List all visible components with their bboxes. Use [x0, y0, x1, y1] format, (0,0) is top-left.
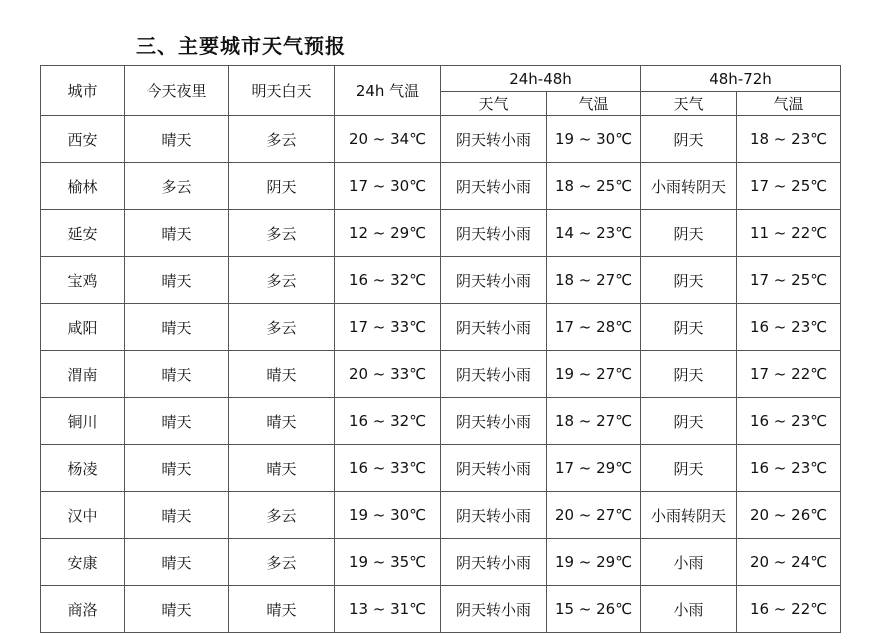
temp-24h-cell: 20 ~ 33℃ [335, 351, 441, 398]
temp-72h-cell: 16 ~ 23℃ [737, 304, 841, 351]
temp-72h-cell: 20 ~ 24℃ [737, 539, 841, 586]
tonight-cell: 晴天 [125, 539, 229, 586]
weather-72h-cell: 阴天 [641, 116, 737, 163]
table-row [41, 351, 841, 398]
weather-48h-cell: 阴天转小雨 [441, 445, 547, 492]
temp-48h-cell: 18 ~ 27℃ [547, 398, 641, 445]
weather-72h-cell: 阴天 [641, 351, 737, 398]
table-row [41, 586, 841, 633]
tonight-cell: 晴天 [125, 398, 229, 445]
weather-72h-cell: 小雨 [641, 586, 737, 633]
weather-48h-cell: 阴天转小雨 [441, 539, 547, 586]
city-cell: 汉中 [41, 492, 125, 539]
weather-72h-cell: 阴天 [641, 210, 737, 257]
table-body [41, 116, 841, 633]
table-row [41, 116, 841, 163]
temp-24h-cell: 19 ~ 30℃ [335, 492, 441, 539]
table-row [41, 257, 841, 304]
table-row [41, 492, 841, 539]
tonight-cell: 晴天 [125, 116, 229, 163]
city-cell: 杨凌 [41, 445, 125, 492]
weather-48h-cell: 阴天转小雨 [441, 257, 547, 304]
tonight-cell: 晴天 [125, 351, 229, 398]
tomorrow-day-cell: 阴天 [229, 163, 335, 210]
temp-72h-cell: 16 ~ 22℃ [737, 586, 841, 633]
header-tonight: 今天夜里 [125, 66, 229, 116]
table-row [41, 210, 841, 257]
temp-72h-cell: 11 ~ 22℃ [737, 210, 841, 257]
tomorrow-day-cell: 多云 [229, 492, 335, 539]
weather-72h-cell: 阴天 [641, 445, 737, 492]
temp-24h-cell: 16 ~ 32℃ [335, 257, 441, 304]
tomorrow-day-cell: 晴天 [229, 445, 335, 492]
table-row [41, 398, 841, 445]
table-row [41, 539, 841, 586]
tonight-cell: 晴天 [125, 210, 229, 257]
weather-72h-cell: 小雨转阴天 [641, 492, 737, 539]
temp-72h-cell: 17 ~ 22℃ [737, 351, 841, 398]
header-weather-48: 天气 [441, 92, 547, 116]
tonight-cell: 晴天 [125, 586, 229, 633]
temp-24h-cell: 12 ~ 29℃ [335, 210, 441, 257]
city-cell: 铜川 [41, 398, 125, 445]
temp-72h-cell: 20 ~ 26℃ [737, 492, 841, 539]
tonight-cell: 晴天 [125, 445, 229, 492]
tomorrow-day-cell: 多云 [229, 210, 335, 257]
tonight-cell: 晴天 [125, 492, 229, 539]
weather-48h-cell: 阴天转小雨 [441, 586, 547, 633]
header-range-48-72: 48h-72h [641, 66, 841, 92]
city-cell: 安康 [41, 539, 125, 586]
temp-72h-cell: 18 ~ 23℃ [737, 116, 841, 163]
city-cell: 榆林 [41, 163, 125, 210]
tomorrow-day-cell: 晴天 [229, 586, 335, 633]
temp-48h-cell: 17 ~ 29℃ [547, 445, 641, 492]
weather-48h-cell: 阴天转小雨 [441, 492, 547, 539]
temp-48h-cell: 19 ~ 30℃ [547, 116, 641, 163]
temp-24h-cell: 16 ~ 32℃ [335, 398, 441, 445]
temp-48h-cell: 14 ~ 23℃ [547, 210, 641, 257]
weather-72h-cell: 阴天 [641, 398, 737, 445]
header-temp-48: 气温 [547, 92, 641, 116]
temp-24h-cell: 17 ~ 30℃ [335, 163, 441, 210]
city-cell: 宝鸡 [41, 257, 125, 304]
forecast-table [40, 65, 841, 633]
temp-72h-cell: 17 ~ 25℃ [737, 257, 841, 304]
city-cell: 西安 [41, 116, 125, 163]
temp-24h-cell: 17 ~ 33℃ [335, 304, 441, 351]
temp-48h-cell: 19 ~ 27℃ [547, 351, 641, 398]
weather-48h-cell: 阴天转小雨 [441, 116, 547, 163]
temp-48h-cell: 18 ~ 27℃ [547, 257, 641, 304]
header-tomorrow-day: 明天白天 [229, 66, 335, 116]
temp-72h-cell: 16 ~ 23℃ [737, 445, 841, 492]
header-row-top [41, 66, 841, 92]
tomorrow-day-cell: 多云 [229, 539, 335, 586]
tomorrow-day-cell: 多云 [229, 116, 335, 163]
weather-48h-cell: 阴天转小雨 [441, 210, 547, 257]
tomorrow-day-cell: 晴天 [229, 398, 335, 445]
temp-24h-cell: 19 ~ 35℃ [335, 539, 441, 586]
city-cell: 商洛 [41, 586, 125, 633]
tonight-cell: 晴天 [125, 304, 229, 351]
temp-48h-cell: 19 ~ 29℃ [547, 539, 641, 586]
table-row [41, 304, 841, 351]
table-row [41, 163, 841, 210]
header-city: 城市 [41, 66, 125, 116]
city-cell: 延安 [41, 210, 125, 257]
header-temp-72: 气温 [737, 92, 841, 116]
tonight-cell: 晴天 [125, 257, 229, 304]
weather-72h-cell: 阴天 [641, 257, 737, 304]
weather-72h-cell: 小雨 [641, 539, 737, 586]
header-weather-72: 天气 [641, 92, 737, 116]
header-range-24-48: 24h-48h [441, 66, 641, 92]
temp-24h-cell: 13 ~ 31℃ [335, 586, 441, 633]
temp-72h-cell: 17 ~ 25℃ [737, 163, 841, 210]
tomorrow-day-cell: 多云 [229, 257, 335, 304]
header-temp-24h: 24h 气温 [335, 66, 441, 116]
weather-48h-cell: 阴天转小雨 [441, 163, 547, 210]
temp-48h-cell: 15 ~ 26℃ [547, 586, 641, 633]
table-row [41, 445, 841, 492]
city-cell: 渭南 [41, 351, 125, 398]
temp-48h-cell: 18 ~ 25℃ [547, 163, 641, 210]
weather-48h-cell: 阴天转小雨 [441, 304, 547, 351]
weather-48h-cell: 阴天转小雨 [441, 351, 547, 398]
temp-48h-cell: 20 ~ 27℃ [547, 492, 641, 539]
weather-48h-cell: 阴天转小雨 [441, 398, 547, 445]
weather-72h-cell: 阴天 [641, 304, 737, 351]
tonight-cell: 多云 [125, 163, 229, 210]
weather-72h-cell: 小雨转阴天 [641, 163, 737, 210]
tomorrow-day-cell: 晴天 [229, 351, 335, 398]
tomorrow-day-cell: 多云 [229, 304, 335, 351]
temp-48h-cell: 17 ~ 28℃ [547, 304, 641, 351]
temp-24h-cell: 16 ~ 33℃ [335, 445, 441, 492]
temp-72h-cell: 16 ~ 23℃ [737, 398, 841, 445]
city-cell: 咸阳 [41, 304, 125, 351]
temp-24h-cell: 20 ~ 34℃ [335, 116, 441, 163]
page-title: 三、主要城市天气预报 [136, 34, 346, 58]
